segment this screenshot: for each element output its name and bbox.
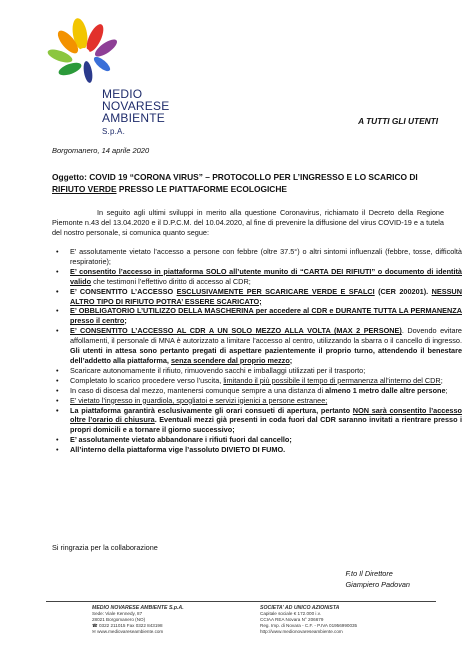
subject-part-2: PRESSO LE PIATTAFORME ECOLOGICHE <box>116 183 287 194</box>
signature-block <box>346 569 411 590</box>
logo-line-2: NOVARESE <box>102 99 170 113</box>
item-text: E’ vietato l’ingresso in guardiola, spogliatoi e servizi igienici a persone estranee; <box>70 395 328 405</box>
item-text: E' assolutamente vietato l’accesso a persone con febbre (oltre 37.5°) o altri sintomi influenzali (febbre, tosse, difficoltà respiratorie); <box>70 247 462 266</box>
footer-rea: CCIAA REA Novara N° 206679 <box>260 617 324 622</box>
item-text: ; <box>445 385 448 395</box>
footer-legal-info <box>260 605 357 635</box>
list-item <box>70 267 462 287</box>
list-item <box>70 445 462 455</box>
footer-city: 28021 Borgomanero (NO) <box>92 617 146 622</box>
footer-company-info <box>92 605 184 635</box>
logo-wordmark <box>102 88 169 138</box>
item-text: ; <box>124 316 127 326</box>
footer-address: Sede: Viale Kennedy, 87 <box>92 611 143 616</box>
item-text: E’ CONSENTITO L’ACCESSO AL CDR A UN SOLO MEZZO ALLA VOLTA (MAX 2 PERSONE) <box>70 326 402 336</box>
item-text: ; <box>289 355 293 365</box>
item-text: In caso di discesa dal mezzo, mantenersi comunque sempre a una distanza di <box>70 385 326 395</box>
subject-underlined: RIFIUTO VERDE <box>52 183 117 194</box>
list-item <box>70 376 462 386</box>
item-text: senza scendere dal proprio mezzo <box>170 355 290 365</box>
list-item <box>70 435 462 445</box>
item-text: All’interno della piattaforma vige l’assoluto DIVIETO DI FUMO. <box>70 445 286 455</box>
item-text: (CER 200201). <box>374 286 432 296</box>
list-item <box>70 386 462 396</box>
footer-website: ✉ www.mediovareseambiente.com <box>92 629 164 634</box>
item-text: Scaricare autonomamente il rifiuto, rimuovendo sacchi e imballaggi utilizzati per il trasporto; <box>70 365 366 375</box>
intro-paragraph <box>52 208 444 239</box>
list-item <box>70 326 462 366</box>
closing-thanks: Si ringrazia per la collaborazione <box>52 543 158 552</box>
list-item <box>70 247 462 267</box>
letter-date: Borgomanero, 14 aprile 2020 <box>52 146 150 155</box>
intro-text: In seguito agli ultimi sviluppi in merito alla questione Coronavirus, richiamato il Decreto della Regione Piemonte n.43 del 13.04.2020 e il D.P.C.M. del 10.04.2020, al fine di prevenire la diffusione del virus COVID-19 e a tutela del nostro personale, si comunica quanto segue: <box>52 208 444 238</box>
item-text: NON sarà consentito l’accesso oltre l’orario di chiusura <box>70 405 462 425</box>
item-text: Completato lo scarico procedere verso l’uscita, <box>70 375 224 385</box>
item-text: La piattaforma garantirà esclusivamente gli orari consueti di apertura, pertanto <box>70 405 353 415</box>
item-text: almeno 1 metro dalle altre persone <box>325 385 446 395</box>
footer-legal-title: SOCIETA’ AD UNICO AZIONISTA <box>260 605 340 611</box>
item-text: E’ CONSENTITO L’ACCESSO <box>70 286 177 296</box>
rules-list <box>52 247 462 455</box>
list-item <box>70 366 462 376</box>
item-text: E’ OBBLIGATORIO L’UTILIZZO DELLA MASCHERINA per accedere al CDR e DURANTE TUTTA LA PERMANENZA presso il centro <box>70 306 462 326</box>
item-text: ESCLUSIVAMENTE PER SCARICARE VERDE E SFALCI <box>176 286 375 296</box>
company-logo <box>40 14 170 136</box>
subject-part-1: Oggetto: COVID 19 “CORONA VIRUS” – PROTOCOLLO PER L’INGRESSO E LO SCARICO DI <box>52 172 418 182</box>
flower-logo-icon <box>40 14 160 94</box>
list-item <box>70 306 462 326</box>
item-text: E’ consentito l’accesso in piattaforma SOLO all’utente munito di “CARTA DEI RIFIUTI” o documento di identità valido <box>70 266 462 286</box>
list-item <box>70 406 462 436</box>
logo-suffix: S.p.A. <box>102 127 125 136</box>
list-item <box>70 287 462 307</box>
signature-name: Giampiero Padovan <box>345 579 410 589</box>
subject-line <box>52 172 442 195</box>
item-text: Gli utenti in attesa sono pertanto pregati di aspettare pazientemente il proprio turno, attendendo il benestare dell’addetto alla piattaforma, <box>70 346 462 365</box>
logo-line-3: AMBIENTE <box>102 111 165 125</box>
footer-capital: Capitale sociale € 172.000 i.v. <box>260 611 321 616</box>
recipient-heading: A TUTTI GLI UTENTI <box>358 116 438 126</box>
list-item <box>70 396 462 406</box>
item-text: limitando il più possibile il tempo di permanenza all’interno del CDR <box>223 375 441 385</box>
footer-divider <box>46 601 436 602</box>
item-text: che testimoni l’effettivo diritto di accesso al CDR; <box>91 276 251 286</box>
item-text: ; <box>440 375 443 385</box>
footer-url: http://www.medionovareseambiente.com <box>260 629 343 634</box>
footer-company-title: MEDIO NOVARESE AMBIENTE S.p.A. <box>92 605 184 611</box>
footer-vat: Reg. Imp. di Novara - C.F. - P.IVA 01956990035 <box>260 623 358 628</box>
item-text: E’ assolutamente vietato abbandonare i rifiuti fuori dal cancello; <box>70 435 292 445</box>
item-text: NESSUN ALTRO TIPO DI RIFIUTO POTRA’ ESSERE SCARICATO; <box>70 286 462 306</box>
item-text: . Dovendo evitare affollamenti, il personale di MNA è autorizzato a limitare l’accesso al centro, utilizzando la sbarra o il cancello di ingresso. <box>70 326 462 346</box>
logo-line-1: MEDIO <box>102 87 143 101</box>
footer-phone: ☎ 0322 211015 Fax 0322 843198 <box>92 623 163 628</box>
signature-role: F.to Il Direttore <box>345 569 393 578</box>
item-text: . Eventuali mezzi già presenti in coda fuori dal CDR saranno invitati a rientrare presso i propri domicili e a tornare il giorno successivo; <box>70 415 463 435</box>
